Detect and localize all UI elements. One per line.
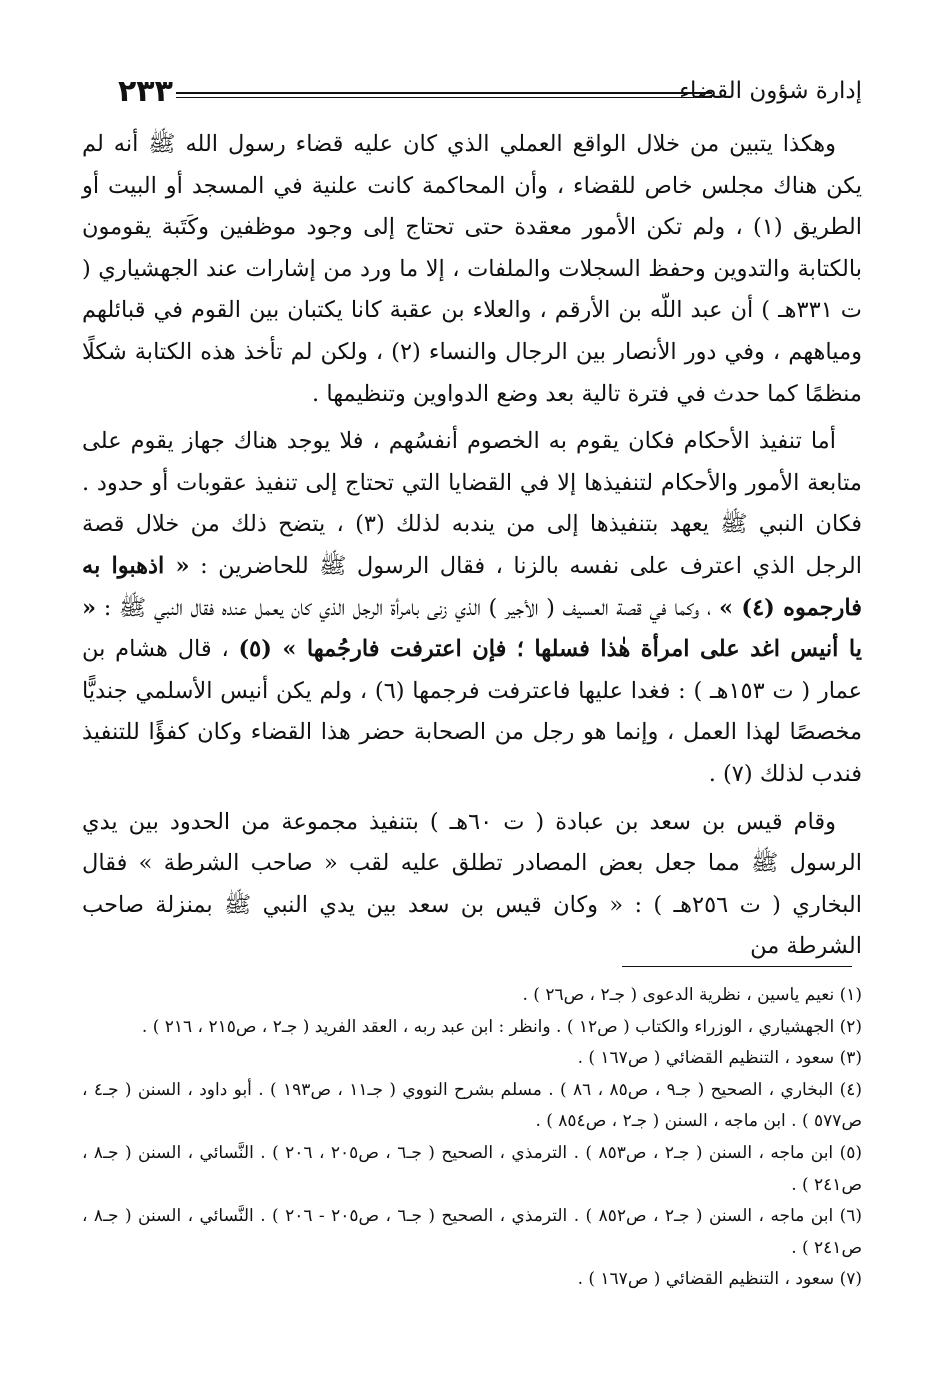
- paragraph-1-text: وهكذا يتبين من خلال الواقع العملي الذي كان عليه قضاء رسول الله ﷺ أنه لم يكن هناك مجلس خاص للقضاء ، وأن المحاكمة كانت علنية في المسجد أو البيت أو الطريق (١) ، ولم تكن الأمور معقدة حتى تحتاج إلى وجود موظفين وكَتَبة يقومون بالكتابة والتدوين وحفظ السجلات والملفات ، إلا ما ورد من إشارات عند الجهشياري ( ت ٣٣١هـ ) أن عبد اللّه بن الأرقم ، والعلاء بن عقبة كانا يكتبان بين القوم في قبائلهم ومياههم ، وفي دور الأنصار بين الرجال والنساء (٢) ، ولكن لم تأخذ هذه الكتابة شكلًا منظمًا كما حدث في فترة تالية بعد وضع الدواوين وتنظيمها .: [82, 131, 862, 407]
- hadith-quote-1: « اذهبوا به فارجموه (٤) »: [82, 552, 862, 621]
- paragraph-3: [82, 802, 862, 968]
- paragraph-2: [82, 421, 862, 795]
- paragraph-3-text: وقام قيس بن سعد بن عبادة ( ت ٦٠هـ ) بتنفيذ مجموعة من الحدود بين يدي الرسول ﷺ مما جعل بعض المصادر تطلق عليه لقب « صاحب الشرطة » فقال البخاري ( ت ٢٥٦هـ ) : « وكان قيس بن سعد بين يدي النبي ﷺ بمنزلة صاحب الشرطة من: [82, 808, 862, 960]
- chapter-title: إدارة شؤون القضاء: [679, 78, 862, 104]
- footnote-separator: [622, 966, 852, 967]
- footnote-2: (٢) الجهشياري ، الوزراء والكتاب ( ص١٢ ) . وانظر : ابن عبد ربه ، العقد الفريد ( جـ٢ ، ص٢١٥ ، ٢١٦ ) .: [141, 1016, 862, 1037]
- footnote-3: (٣) سعود ، التنظيم القضائي ( ص١٦٧ ) .: [577, 1048, 862, 1069]
- running-header: [118, 72, 862, 116]
- footnote-5: (٥) ابن ماجه ، السنن ( جـ٢ ، ص٨٥٣ ) . الترمذي ، الصحيح ( جـ٦ ، ص٢٠٥ ، ٢٠٦ ) . النَّسائي ، السنن ( جـ٨ ، ص٢٤١ ) .: [82, 1142, 863, 1195]
- paragraph-2-text-b: ، وكما في قصة العسيف ( الأجير ) الذي زنى بامرأة الرجل الذي كان يعمل عنده فقال النبي ﷺ :: [96, 594, 719, 621]
- paragraph-1: [82, 124, 862, 415]
- footnotes: [82, 980, 862, 1296]
- hadith-quote-2: « يا أنيس اغد على امرأة هٰذا فسلها ؛ فإن اعترفت فارجُمها » (٥): [82, 594, 862, 663]
- footnote-4: (٤) البخاري ، الصحيح ( جـ٩ ، ص٨٥ ، ٨٦ ) . مسلم بشرح النووي ( جـ١١ ، ص١٩٣ ) . أبو داود ، السنن ( جـ٤ ، ص٥٧٧ ) . ابن ماجه ، السنن ( جـ٢ ، ص٨٥٤ ) .: [82, 1079, 863, 1132]
- header-rule: [176, 92, 712, 98]
- page-number: ٢٣٣: [118, 74, 173, 109]
- footnote-7: (٧) سعود ، التنظيم القضائي ( ص١٦٧ ) .: [577, 1269, 862, 1290]
- paragraph-2-text-c: ، قال هشام بن عمار ( ت ١٥٣هـ ) : فغدا عليها فاعترفت فرجمها (٦) ، ولم يكن أنيس الأسلمي جنديًّا مخصصًا لهذا العمل ، وإنما هو رجل من الصحابة حضر هذا القضاء وكان كفؤًا للتنفيذ فندب لذلك (٧) .: [82, 636, 862, 787]
- main-text: [82, 124, 862, 968]
- footnote-6: (٦) ابن ماجه ، السنن ( جـ٢ ، ص٨٥٢ ) . الترمذي ، الصحيح ( جـ٦ ، ص٢٠٥ - ٢٠٦ ) . النَّسائي ، السنن ( جـ٨ ، ص٢٤١ ) .: [82, 1206, 863, 1258]
- paragraph-2-text: أما تنفيذ الأحكام فكان يقوم به الخصوم أنفسُهم ، فلا يوجد هناك جهاز يقوم على متابعة الأمور والأحكام لتنفيذها إلا في القضايا التي تحتاج إلى تنفيذ عقوبات أو حدود . فكان النبي ﷺ يعهد بتنفيذها إلى من يندبه لذلك (٣) ، يتضح ذلك من خلال قصة الرجل الذي اعترف على نفسه بالزنا ، فقال الرسول ﷺ للحاضرين :: [82, 428, 863, 579]
- footnote-1: (١) نعيم ياسين ، نظرية الدعوى ( جـ٢ ، ص٢٦ ) .: [522, 985, 862, 1005]
